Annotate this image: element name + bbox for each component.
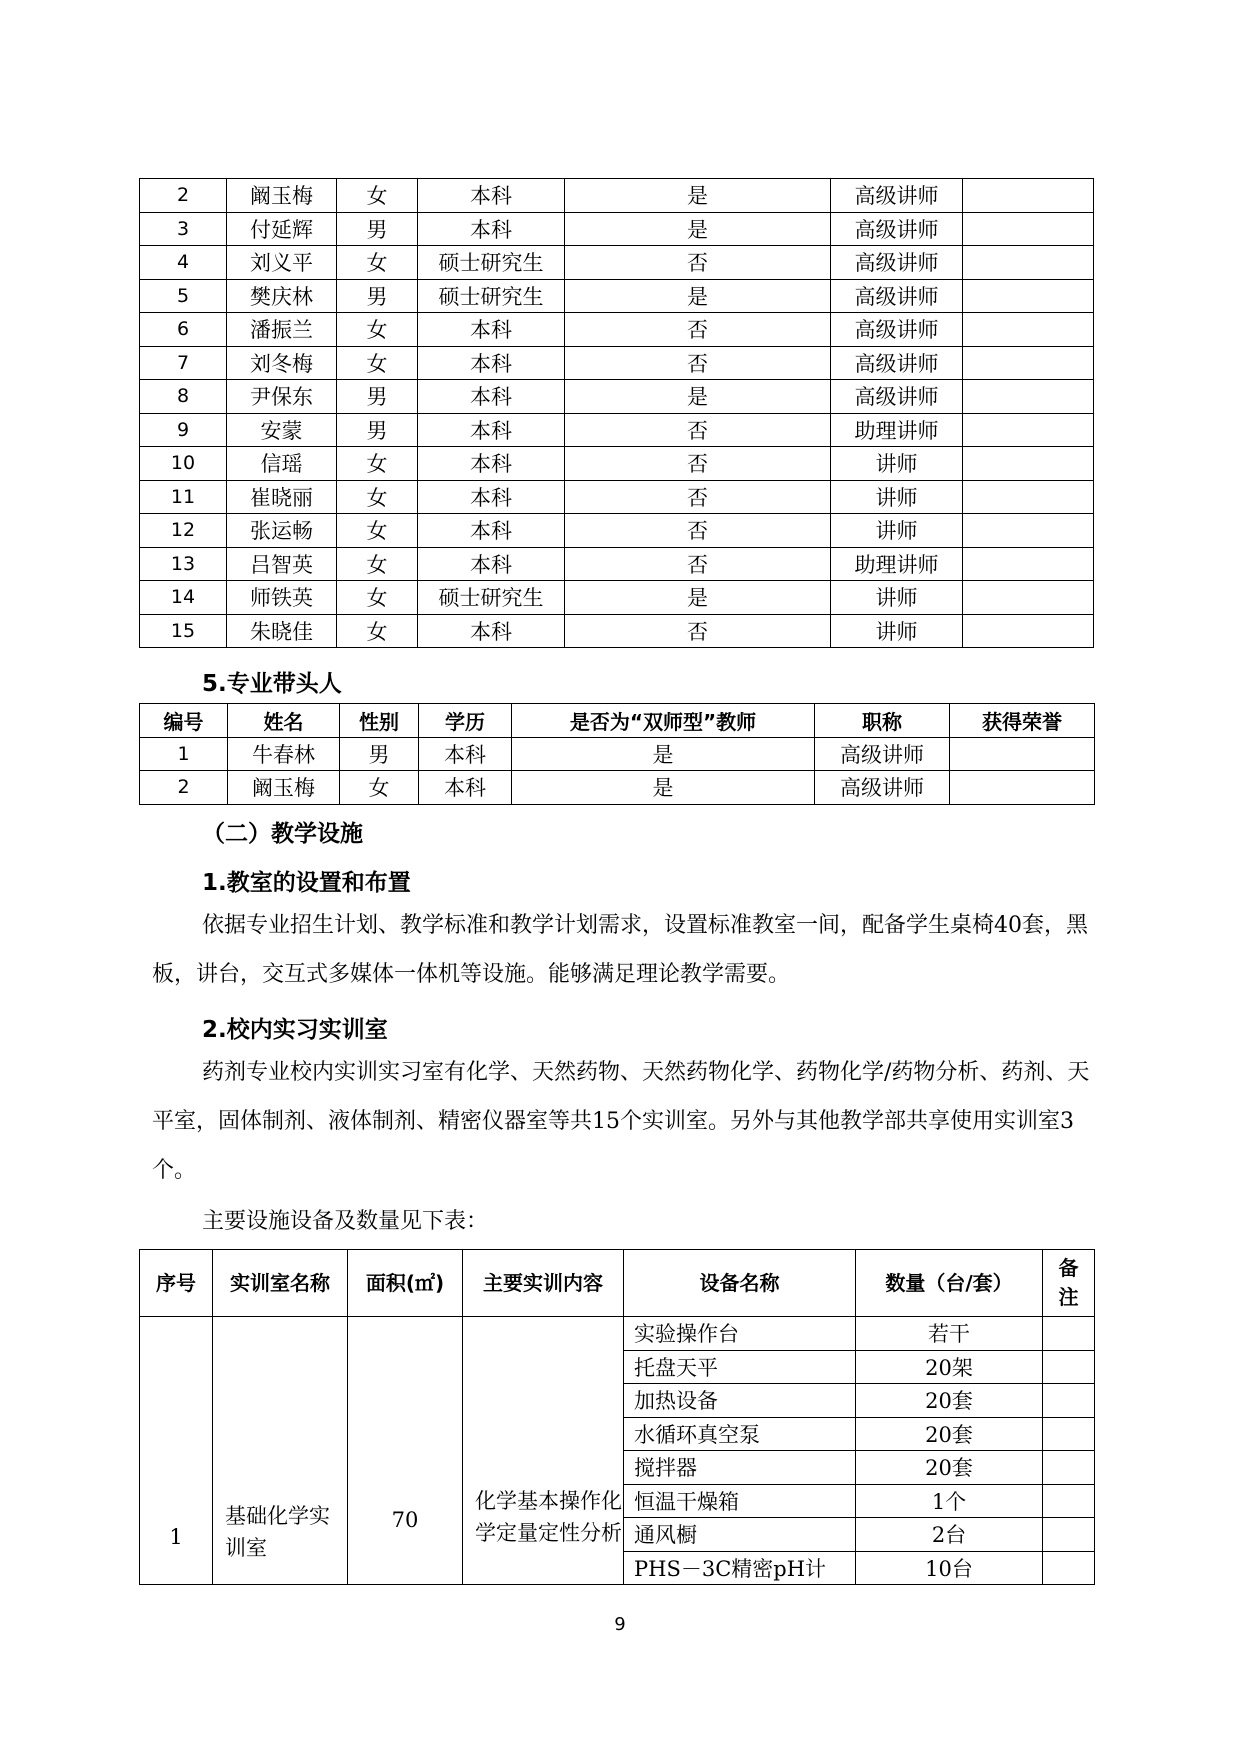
table-cell: 本科 <box>418 447 565 481</box>
header-cell: 实训室名称 <box>213 1250 348 1317</box>
table-cell: 本科 <box>418 514 565 548</box>
table-cell: 10台 <box>856 1551 1043 1585</box>
table-row <box>140 313 1094 347</box>
table-cell: 20套 <box>856 1384 1043 1418</box>
table-cell: 高级讲师 <box>831 279 963 313</box>
table-cell: 恒温干燥箱 <box>624 1484 856 1518</box>
table-row <box>140 413 1094 447</box>
table-cell <box>950 737 1095 771</box>
table-cell: PHS－3C精密pH计 <box>624 1551 856 1585</box>
table-cell: 本科 <box>418 614 565 648</box>
table-cell: 女 <box>337 246 418 280</box>
table-cell: 牛春林 <box>228 737 340 771</box>
table-cell: 1个 <box>856 1484 1043 1518</box>
table-cell: 讲师 <box>831 514 963 548</box>
remark-cell <box>1043 1417 1095 1451</box>
remark-cell <box>1043 1317 1095 1351</box>
table-row <box>140 581 1094 615</box>
table-cell: 本科 <box>418 547 565 581</box>
table-intro-text: 主要设施设备及数量见下表： <box>202 1209 489 1234</box>
table-cell: 女 <box>337 581 418 615</box>
facilities-table-body <box>140 1317 1095 1585</box>
table-cell: 女 <box>340 771 419 805</box>
section-title-professional-leader: 5.专业带头人 <box>202 671 342 697</box>
table-cell: 否 <box>565 447 831 481</box>
table-cell: 崔晓丽 <box>227 480 337 514</box>
table-cell <box>963 480 1094 514</box>
table-row <box>140 1317 1095 1351</box>
header-cell: 职称 <box>815 704 950 738</box>
header-cell: 数量（台/套） <box>856 1250 1043 1317</box>
table-cell: 信瑶 <box>227 447 337 481</box>
table-cell: 搅拌器 <box>624 1451 856 1485</box>
table-cell: 托盘天平 <box>624 1350 856 1384</box>
table-cell: 是 <box>565 212 831 246</box>
table-cell <box>963 279 1094 313</box>
header-cell: 学历 <box>419 704 512 738</box>
table-cell: 通风橱 <box>624 1518 856 1552</box>
header-cell: 设备名称 <box>624 1250 856 1317</box>
table-row <box>140 447 1094 481</box>
table-cell: 否 <box>565 547 831 581</box>
table-row <box>140 547 1094 581</box>
table-cell: 本科 <box>419 771 512 805</box>
table-cell: 女 <box>337 547 418 581</box>
header-cell: 是否为“双师型”教师 <box>512 704 815 738</box>
training-rooms-text: 药剂专业校内实训实习室有化学、天然药物、天然药物化学、药物化学/药物分析、药剂、天平室，固体制剂、液体制剂、精密仪器室等共15个实训室。另外与其他教学部共享使用实训室3个。 <box>152 1060 1090 1183</box>
table-cell: 高级讲师 <box>815 771 950 805</box>
facilities-table <box>139 1249 1095 1585</box>
subsection-title-training-rooms: 2.校内实习实训室 <box>202 1017 388 1043</box>
remark-cell <box>1043 1451 1095 1485</box>
table-cell: 师铁英 <box>227 581 337 615</box>
table-cell: 5 <box>140 279 227 313</box>
table-cell: 2 <box>140 771 228 805</box>
table-cell: 吕智英 <box>227 547 337 581</box>
table-cell: 否 <box>565 413 831 447</box>
table-cell: 男 <box>337 380 418 414</box>
table-cell: 男 <box>337 413 418 447</box>
table-cell: 是 <box>565 380 831 414</box>
table-cell: 否 <box>565 313 831 347</box>
table-cell: 2台 <box>856 1518 1043 1552</box>
table-cell: 阚玉梅 <box>227 179 337 213</box>
table-cell: 20架 <box>856 1350 1043 1384</box>
table-row <box>140 771 1095 805</box>
table-cell: 刘冬梅 <box>227 346 337 380</box>
table-cell: 本科 <box>418 179 565 213</box>
table-intro <box>152 1197 1098 1246</box>
remark-cell <box>1043 1551 1095 1585</box>
table-cell: 1 <box>140 737 228 771</box>
table-cell: 女 <box>337 447 418 481</box>
table-cell: 讲师 <box>831 480 963 514</box>
table-row <box>140 737 1095 771</box>
table-cell: 女 <box>337 614 418 648</box>
table-cell: 12 <box>140 514 227 548</box>
table-cell: 高级讲师 <box>831 179 963 213</box>
table-cell: 若干 <box>856 1317 1043 1351</box>
table-cell: 1 <box>140 1317 213 1585</box>
subsection-title-classroom: 1.教室的设置和布置 <box>202 870 411 896</box>
table-cell: 女 <box>337 179 418 213</box>
table-cell: 70 <box>348 1317 463 1585</box>
table-cell: 本科 <box>418 346 565 380</box>
header-cell: 备注 <box>1043 1250 1095 1317</box>
table-cell: 男 <box>337 279 418 313</box>
table-cell: 阚玉梅 <box>228 771 340 805</box>
table-cell: 15 <box>140 614 227 648</box>
table-cell: 女 <box>337 514 418 548</box>
table-cell: 20套 <box>856 1451 1043 1485</box>
table-cell: 20套 <box>856 1417 1043 1451</box>
table-cell: 7 <box>140 346 227 380</box>
table-row <box>140 179 1094 213</box>
table-cell: 4 <box>140 246 227 280</box>
table-cell: 助理讲师 <box>831 547 963 581</box>
table-cell: 安蒙 <box>227 413 337 447</box>
table-row <box>140 279 1094 313</box>
table-cell <box>963 212 1094 246</box>
table-cell: 本科 <box>418 380 565 414</box>
table-cell: 付延辉 <box>227 212 337 246</box>
table-cell <box>963 614 1094 648</box>
table-cell <box>963 514 1094 548</box>
header-cell: 主要实训内容 <box>463 1250 624 1317</box>
leader-table <box>139 703 1095 805</box>
table-cell <box>963 346 1094 380</box>
classroom-paragraph <box>152 901 1098 999</box>
table-cell: 尹保东 <box>227 380 337 414</box>
remark-cell <box>1043 1384 1095 1418</box>
table-cell: 2 <box>140 179 227 213</box>
table-cell <box>963 413 1094 447</box>
table-row <box>140 614 1094 648</box>
table-cell: 高级讲师 <box>831 380 963 414</box>
table-cell: 11 <box>140 480 227 514</box>
table-cell: 基础化学实训室 <box>213 1317 348 1585</box>
page-number: 9 <box>614 1614 626 1635</box>
teacher-table-body <box>140 179 1094 648</box>
table-cell: 硕士研究生 <box>418 581 565 615</box>
table-cell: 高级讲师 <box>831 246 963 280</box>
header-cell: 性别 <box>340 704 419 738</box>
table-cell: 硕士研究生 <box>418 246 565 280</box>
table-cell <box>950 771 1095 805</box>
training-rooms-paragraph <box>152 1048 1098 1195</box>
section-title-teaching-facilities: （二）教学设施 <box>202 821 363 847</box>
table-cell: 是 <box>565 279 831 313</box>
table-cell: 硕士研究生 <box>418 279 565 313</box>
table-cell: 助理讲师 <box>831 413 963 447</box>
table-cell: 否 <box>565 480 831 514</box>
table-cell: 9 <box>140 413 227 447</box>
table-cell: 是 <box>512 771 815 805</box>
table-cell: 本科 <box>418 480 565 514</box>
table-cell: 本科 <box>418 413 565 447</box>
table-cell: 樊庆林 <box>227 279 337 313</box>
facilities-header-row <box>140 1250 1095 1317</box>
table-cell: 女 <box>337 346 418 380</box>
table-cell <box>963 246 1094 280</box>
table-row <box>140 514 1094 548</box>
table-cell: 否 <box>565 614 831 648</box>
table-cell: 实验操作台 <box>624 1317 856 1351</box>
table-cell <box>963 447 1094 481</box>
table-cell: 14 <box>140 581 227 615</box>
table-cell: 13 <box>140 547 227 581</box>
table-cell: 是 <box>512 737 815 771</box>
table-cell: 否 <box>565 514 831 548</box>
header-cell: 面积(㎡) <box>348 1250 463 1317</box>
table-cell: 刘义平 <box>227 246 337 280</box>
table-cell <box>963 313 1094 347</box>
table-cell: 讲师 <box>831 581 963 615</box>
teacher-table <box>139 178 1094 648</box>
table-cell: 本科 <box>418 212 565 246</box>
table-cell: 否 <box>565 346 831 380</box>
header-cell: 编号 <box>140 704 228 738</box>
table-cell: 高级讲师 <box>831 212 963 246</box>
table-row <box>140 246 1094 280</box>
table-cell: 本科 <box>418 313 565 347</box>
table-cell: 潘振兰 <box>227 313 337 347</box>
table-row <box>140 212 1094 246</box>
header-cell: 获得荣誉 <box>950 704 1095 738</box>
classroom-text: 依据专业招生计划、教学标准和教学计划需求，设置标准教室一间，配备学生桌椅40套，黑板，讲台，交互式多媒体一体机等设施。能够满足理论教学需要。 <box>152 913 1088 987</box>
table-cell: 讲师 <box>831 447 963 481</box>
remark-cell <box>1043 1484 1095 1518</box>
header-cell: 序号 <box>140 1250 213 1317</box>
table-cell <box>963 179 1094 213</box>
table-cell: 高级讲师 <box>815 737 950 771</box>
leader-table-header-row <box>140 704 1095 738</box>
table-cell: 6 <box>140 313 227 347</box>
table-cell: 否 <box>565 246 831 280</box>
table-cell: 男 <box>340 737 419 771</box>
table-cell: 张运畅 <box>227 514 337 548</box>
table-cell: 男 <box>337 212 418 246</box>
remark-cell <box>1043 1350 1095 1384</box>
header-cell: 姓名 <box>228 704 340 738</box>
table-row <box>140 380 1094 414</box>
table-cell: 是 <box>565 179 831 213</box>
remark-cell <box>1043 1518 1095 1552</box>
table-cell: 女 <box>337 480 418 514</box>
table-cell: 高级讲师 <box>831 346 963 380</box>
table-cell: 3 <box>140 212 227 246</box>
table-cell <box>963 547 1094 581</box>
table-cell <box>963 380 1094 414</box>
table-cell: 化学基本操作化学定量定性分析 <box>463 1317 624 1585</box>
table-row <box>140 480 1094 514</box>
table-cell: 高级讲师 <box>831 313 963 347</box>
table-cell: 8 <box>140 380 227 414</box>
table-cell <box>963 581 1094 615</box>
table-cell: 女 <box>337 313 418 347</box>
table-cell: 加热设备 <box>624 1384 856 1418</box>
table-row <box>140 346 1094 380</box>
table-cell: 水循环真空泵 <box>624 1417 856 1451</box>
table-cell: 10 <box>140 447 227 481</box>
table-cell: 朱晓佳 <box>227 614 337 648</box>
table-cell: 讲师 <box>831 614 963 648</box>
table-cell: 本科 <box>419 737 512 771</box>
table-cell: 是 <box>565 581 831 615</box>
leader-table-body <box>140 737 1095 804</box>
